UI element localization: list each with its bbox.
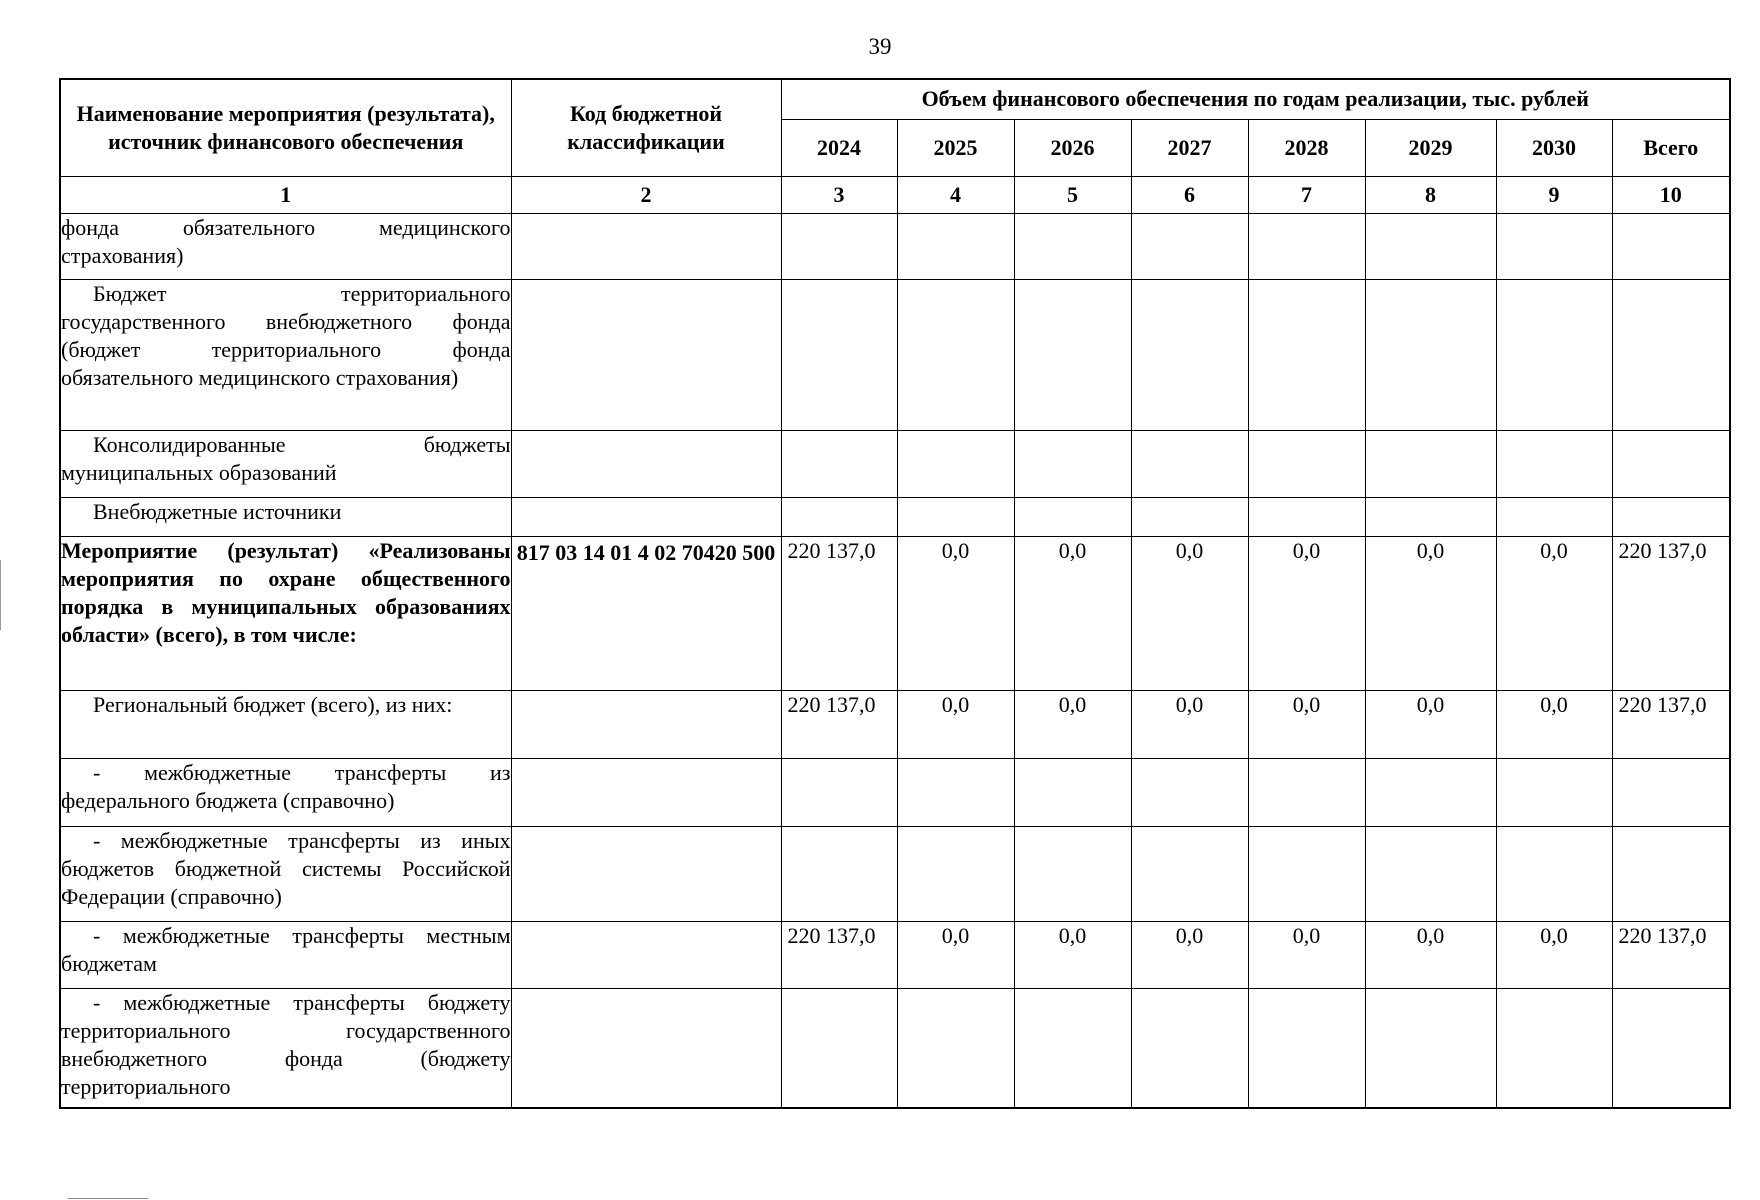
row-name: - межбюджетные трансферты местным бюджетам (60, 921, 511, 988)
header-year: 2029 (1365, 119, 1496, 176)
row-total (1612, 497, 1730, 536)
row-value: 0,0 (1014, 690, 1131, 758)
row-value: 0,0 (1248, 536, 1365, 690)
row-total (1612, 826, 1730, 921)
row-total (1612, 988, 1730, 1108)
header-total: Всего (1612, 119, 1730, 176)
row-value: 0,0 (1014, 536, 1131, 690)
row-name: - межбюджетные трансферты бюджету территориального государственного внебюджетного фонда (бюджету территориального (60, 988, 511, 1108)
row-total: 220 137,0 (1612, 921, 1730, 988)
header-year: 2024 (781, 119, 897, 176)
row-value: 0,0 (1496, 690, 1612, 758)
row-value (1248, 279, 1365, 430)
row-value: 220 137,0 (781, 690, 897, 758)
row-name: Бюджет территориального государственного внебюджетного фонда (бюджет территориального фонда обязательного медицинского страхования) (60, 279, 511, 430)
header-volume: Объем финансового обеспечения по годам реализации, тыс. рублей (781, 79, 1730, 119)
row-name: Внебюджетные источники (60, 497, 511, 536)
row-name: фонда обязательного медицинского страхования) (60, 213, 511, 279)
table-row (60, 536, 1730, 690)
row-value: 0,0 (897, 921, 1014, 988)
row-value (1014, 430, 1131, 497)
column-number: 4 (897, 176, 1014, 213)
table-row (60, 758, 1730, 826)
column-number: 3 (781, 176, 897, 213)
row-name: Региональный бюджет (всего), из них: (60, 690, 511, 758)
column-number: 10 (1612, 176, 1730, 213)
row-value (1014, 497, 1131, 536)
header-year: 2026 (1014, 119, 1131, 176)
scan-artifact (0, 560, 1, 630)
row-value (1496, 497, 1612, 536)
row-value (1248, 430, 1365, 497)
header-code: Код бюджетной классификации (511, 79, 781, 176)
row-value (1248, 213, 1365, 279)
row-value (1131, 279, 1248, 430)
row-value: 0,0 (1248, 690, 1365, 758)
row-value (781, 826, 897, 921)
row-name: Консолидированные бюджеты муниципальных образований (60, 430, 511, 497)
row-code (511, 921, 781, 988)
row-value (1365, 497, 1496, 536)
row-value (1365, 279, 1496, 430)
header-name: Наименование мероприятия (результата), источник финансового обеспечения (60, 79, 511, 176)
column-number: 6 (1131, 176, 1248, 213)
row-total: 220 137,0 (1612, 536, 1730, 690)
row-code (511, 497, 781, 536)
row-value: 0,0 (1131, 690, 1248, 758)
row-value: 0,0 (1131, 536, 1248, 690)
row-value (897, 213, 1014, 279)
row-total: 220 137,0 (1612, 690, 1730, 758)
row-value (1248, 497, 1365, 536)
row-value (897, 497, 1014, 536)
page-number: 39 (868, 34, 892, 59)
table-row (60, 826, 1730, 921)
row-value (1131, 826, 1248, 921)
row-value (1248, 758, 1365, 826)
row-value (781, 430, 897, 497)
row-value (897, 279, 1014, 430)
row-value (897, 758, 1014, 826)
row-name: Мероприятие (результат) «Реализованы мероприятия по охране общественного порядка в муниципальных образованиях области» (всего), в том числе: (60, 536, 511, 690)
row-value: 220 137,0 (781, 536, 897, 690)
row-value (1131, 430, 1248, 497)
row-value (1365, 988, 1496, 1108)
financing-table (59, 78, 1731, 1109)
row-code (511, 430, 781, 497)
column-number: 9 (1496, 176, 1612, 213)
table-row (60, 921, 1730, 988)
row-value (781, 758, 897, 826)
row-value: 0,0 (1014, 921, 1131, 988)
row-value (1496, 213, 1612, 279)
header-year: 2030 (1496, 119, 1612, 176)
row-value: 0,0 (1131, 921, 1248, 988)
table-row (60, 497, 1730, 536)
row-value (1014, 213, 1131, 279)
row-total (1612, 430, 1730, 497)
row-code: 817 03 14 01 4 02 70420 500 (511, 536, 781, 690)
row-value (1496, 430, 1612, 497)
row-value (1131, 988, 1248, 1108)
row-value: 220 137,0 (781, 921, 897, 988)
row-value: 0,0 (1248, 921, 1365, 988)
row-value: 0,0 (1365, 921, 1496, 988)
table-row (60, 690, 1730, 758)
row-value: 0,0 (1365, 536, 1496, 690)
column-number: 7 (1248, 176, 1365, 213)
column-number: 5 (1014, 176, 1131, 213)
row-value (1365, 430, 1496, 497)
table-row (60, 430, 1730, 497)
row-code (511, 988, 781, 1108)
row-value: 0,0 (897, 536, 1014, 690)
header-year: 2027 (1131, 119, 1248, 176)
table-row (60, 988, 1730, 1108)
row-value (781, 279, 897, 430)
row-value (1014, 826, 1131, 921)
row-value (1365, 213, 1496, 279)
row-code (511, 213, 781, 279)
column-number: 2 (511, 176, 781, 213)
row-code (511, 279, 781, 430)
row-value (897, 430, 1014, 497)
row-value: 0,0 (1496, 921, 1612, 988)
column-number: 1 (60, 176, 511, 213)
scan-artifact (68, 1198, 148, 1199)
row-value (897, 826, 1014, 921)
row-value (1365, 758, 1496, 826)
row-total (1612, 213, 1730, 279)
row-value: 0,0 (1365, 690, 1496, 758)
row-value (1496, 758, 1612, 826)
row-total (1612, 758, 1730, 826)
row-value (897, 988, 1014, 1108)
row-value (781, 988, 897, 1108)
row-value (781, 213, 897, 279)
row-value (1365, 826, 1496, 921)
row-value (1248, 988, 1365, 1108)
table-row (60, 213, 1730, 279)
row-value (1131, 758, 1248, 826)
column-number: 8 (1365, 176, 1496, 213)
row-value (1248, 826, 1365, 921)
row-code (511, 690, 781, 758)
row-value (1014, 758, 1131, 826)
row-value (1496, 988, 1612, 1108)
row-value (1496, 279, 1612, 430)
row-value: 0,0 (897, 690, 1014, 758)
row-value (1496, 826, 1612, 921)
row-value (1131, 213, 1248, 279)
row-value (1014, 279, 1131, 430)
row-value: 0,0 (1496, 536, 1612, 690)
row-value (781, 497, 897, 536)
row-name: - межбюджетные трансферты из иных бюджетов бюджетной системы Российской Федерации (справочно) (60, 826, 511, 921)
table-row (60, 279, 1730, 430)
header-year: 2025 (897, 119, 1014, 176)
row-code (511, 826, 781, 921)
row-value (1131, 497, 1248, 536)
row-value (1014, 988, 1131, 1108)
header-year: 2028 (1248, 119, 1365, 176)
row-name: - межбюджетные трансферты из федерального бюджета (справочно) (60, 758, 511, 826)
row-code (511, 758, 781, 826)
row-total (1612, 279, 1730, 430)
